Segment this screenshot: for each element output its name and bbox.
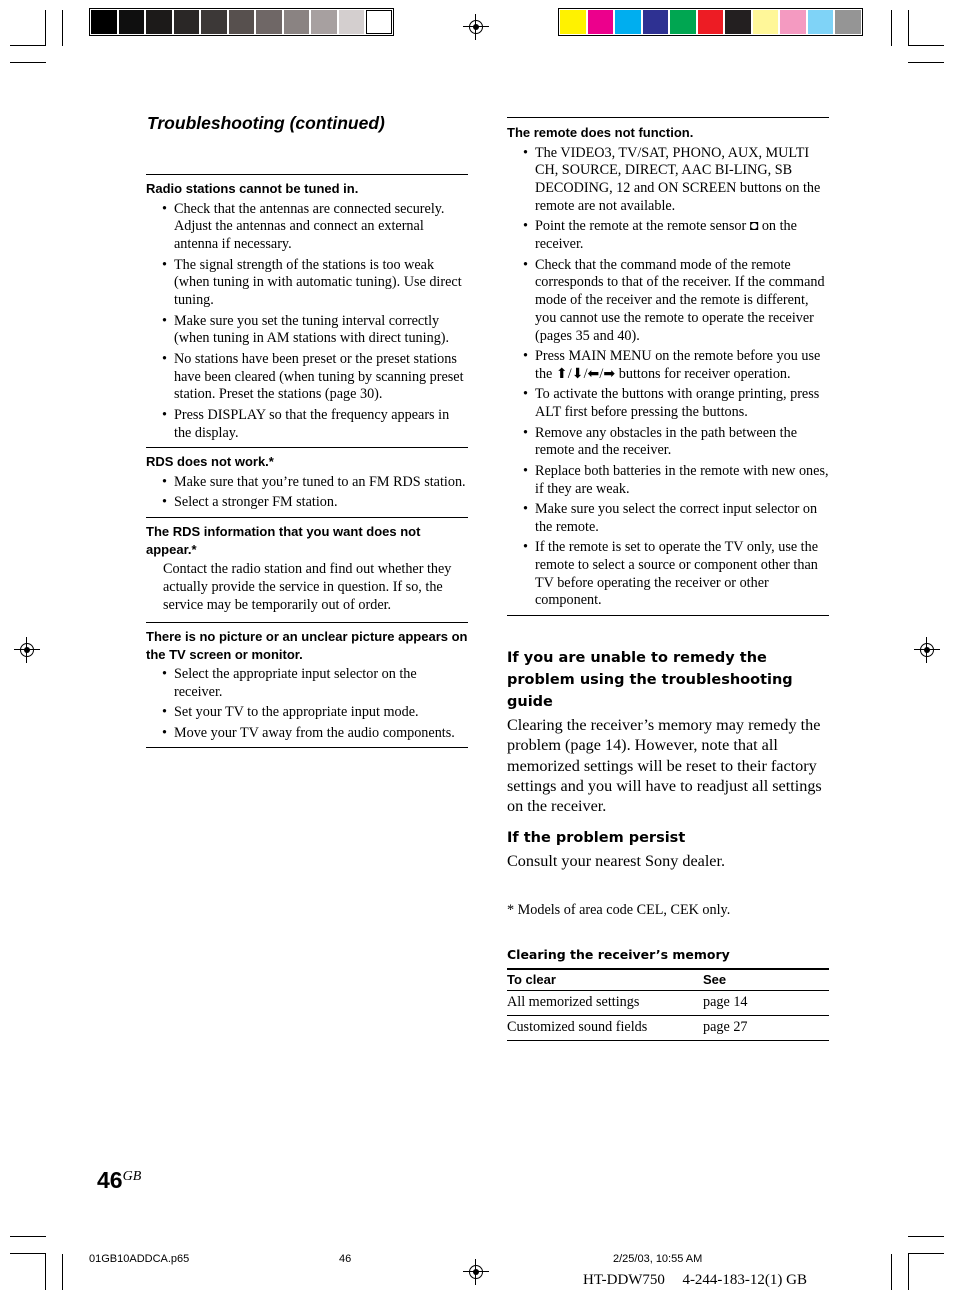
list-item: • Check that the command mode of the remote corresponds to that of the receiver. If the command mode of the receiver and the remote is different, you cannot use the remote to operate the receiver (pages 35 and 40). bbox=[507, 257, 829, 346]
registration-mark bbox=[463, 14, 489, 40]
color-swatch bbox=[229, 10, 255, 34]
color-swatch bbox=[311, 10, 337, 34]
color-swatch bbox=[835, 10, 861, 34]
list-item: • The VIDEO3, TV/SAT, PHONO, AUX, MULTI CH, SOURCE, DIRECT, AAC BI-LING, SB DECODING, 12 and ON SCREEN buttons on the remote are not available. bbox=[507, 145, 829, 216]
color-swatch bbox=[366, 10, 392, 34]
list-item: • Press DISPLAY so that the frequency appears in the display. bbox=[146, 407, 468, 443]
list-item: • Make sure you set the tuning interval correctly (when tuning in AM stations with direct tuning). bbox=[146, 313, 468, 349]
footer-page: 46 bbox=[339, 1253, 352, 1265]
section-picture bbox=[146, 623, 468, 743]
color-swatch bbox=[670, 10, 696, 34]
page-number-value: 46 bbox=[97, 1167, 123, 1193]
list-item: • Make sure that you’re tuned to an FM RDS station. bbox=[146, 474, 468, 492]
persist-block bbox=[507, 827, 829, 871]
page-number-suffix: GB bbox=[122, 1169, 142, 1184]
memory-table bbox=[507, 968, 829, 1041]
color-swatch bbox=[808, 10, 834, 34]
section-title: There is no picture or an unclear picture appears on the TV screen or monitor. bbox=[146, 628, 468, 662]
color-swatch bbox=[256, 10, 282, 34]
registration-mark bbox=[14, 637, 40, 663]
table-cell: page 27 bbox=[703, 1016, 829, 1041]
color-swatch bbox=[284, 10, 310, 34]
color-swatch bbox=[588, 10, 614, 34]
section-title: Radio stations cannot be tuned in. bbox=[146, 181, 359, 196]
list-item: • Select the appropriate input selector on the receiver. bbox=[146, 666, 468, 702]
footer-code: 4-244-183-12(1) GB bbox=[682, 1272, 808, 1288]
section-title: The RDS information that you want does not appear.* bbox=[146, 524, 421, 558]
list-item: • Check that the antennas are connected securely. Adjust the antennas and connect an external antenna if necessary. bbox=[146, 201, 468, 254]
section-remote bbox=[507, 118, 829, 610]
memory-table-block bbox=[507, 947, 829, 1041]
color-swatch bbox=[339, 10, 365, 34]
color-swatch bbox=[615, 10, 641, 34]
unable-block bbox=[507, 647, 829, 816]
unable-heading: If you are unable to remedy the problem using the troubleshooting guide bbox=[507, 650, 793, 710]
column-header: To clear bbox=[507, 969, 703, 991]
color-swatch bbox=[725, 10, 751, 34]
list-item: • If the remote is set to operate the TV only, use the remote to select a source or component other than TV before operating the receiver or other component. bbox=[507, 539, 829, 610]
right-column bbox=[507, 117, 829, 616]
section-rds-info bbox=[146, 518, 468, 614]
footer-date: 2/25/03, 10:55 AM bbox=[613, 1253, 703, 1265]
color-swatch bbox=[560, 10, 586, 34]
list-item: • To activate the buttons with orange printing, press ALT first before pressing the buttons. bbox=[507, 386, 829, 422]
footer-model-name: HT-DDW750 bbox=[583, 1272, 665, 1288]
persist-heading: If the problem persist bbox=[507, 830, 686, 846]
list-item: • Press MAIN MENU on the remote before you use the ⬆/⬇/⬅/➡ buttons for receiver operation. bbox=[507, 348, 829, 384]
table-title: Clearing the receiver’s memory bbox=[507, 947, 730, 962]
color-swatch bbox=[643, 10, 669, 34]
color-swatch bbox=[119, 10, 145, 34]
list-item: • Replace both batteries in the remote with new ones, if they are weak. bbox=[507, 463, 829, 499]
page-title: Troubleshooting (continued) bbox=[147, 113, 385, 133]
color-bar bbox=[558, 8, 863, 36]
color-swatch bbox=[201, 10, 227, 34]
table-cell: page 14 bbox=[703, 991, 829, 1016]
list-item: • Move your TV away from the audio components. bbox=[146, 725, 468, 743]
section-rds bbox=[146, 448, 468, 512]
color-swatch bbox=[780, 10, 806, 34]
list-item: • No stations have been preset or the preset stations have been cleared (when tuning by scanning preset station. Preset the stations (page 30). bbox=[146, 351, 468, 404]
list-item: • Point the remote at the remote sensor ◘ on the receiver. bbox=[507, 218, 829, 254]
table-row bbox=[507, 1016, 829, 1041]
section-paragraph: Contact the radio station and find out whether they actually provide the service in question. If so, the service may be temporarily out of order. bbox=[163, 561, 452, 613]
list-item: • Select a stronger FM station. bbox=[146, 494, 468, 512]
registration-mark bbox=[463, 1259, 489, 1285]
list-item: • Set your TV to the appropriate input mode. bbox=[146, 704, 468, 722]
list-item: • The signal strength of the stations is too weak (when tuning in with automatic tuning). Use direct tuning. bbox=[146, 257, 468, 310]
list-item: • Make sure you select the correct input selector on the remote. bbox=[507, 501, 829, 537]
grayscale-bar bbox=[89, 8, 394, 36]
color-swatch bbox=[91, 10, 117, 34]
list-item: • Remove any obstacles in the path between the remote and the receiver. bbox=[507, 425, 829, 461]
table-header-row bbox=[507, 969, 829, 991]
color-swatch bbox=[146, 10, 172, 34]
persist-text: Consult your nearest Sony dealer. bbox=[507, 852, 726, 870]
footnote: * Models of area code CEL, CEK only. bbox=[507, 902, 731, 918]
table-cell: Customized sound fields bbox=[507, 1016, 703, 1041]
section-title: RDS does not work.* bbox=[146, 454, 274, 470]
table-row bbox=[507, 991, 829, 1016]
section-title: The remote does not function. bbox=[507, 125, 694, 140]
table-cell: All memorized settings bbox=[507, 991, 703, 1016]
color-swatch bbox=[698, 10, 724, 34]
unable-text: Clearing the receiver’s memory may remedy the problem (page 14). However, note that all memorized settings will be reset to their factory settings and you will have to readjust all settings on the receiver. bbox=[507, 716, 822, 816]
page-number bbox=[97, 1167, 141, 1194]
color-swatch bbox=[753, 10, 779, 34]
left-column bbox=[146, 174, 468, 748]
section-radio bbox=[146, 175, 468, 442]
footer-file: 01GB10ADDCA.p65 bbox=[89, 1253, 190, 1265]
column-header: See bbox=[703, 969, 829, 991]
footer-model bbox=[583, 1272, 807, 1289]
registration-mark bbox=[914, 637, 940, 663]
color-swatch bbox=[174, 10, 200, 34]
